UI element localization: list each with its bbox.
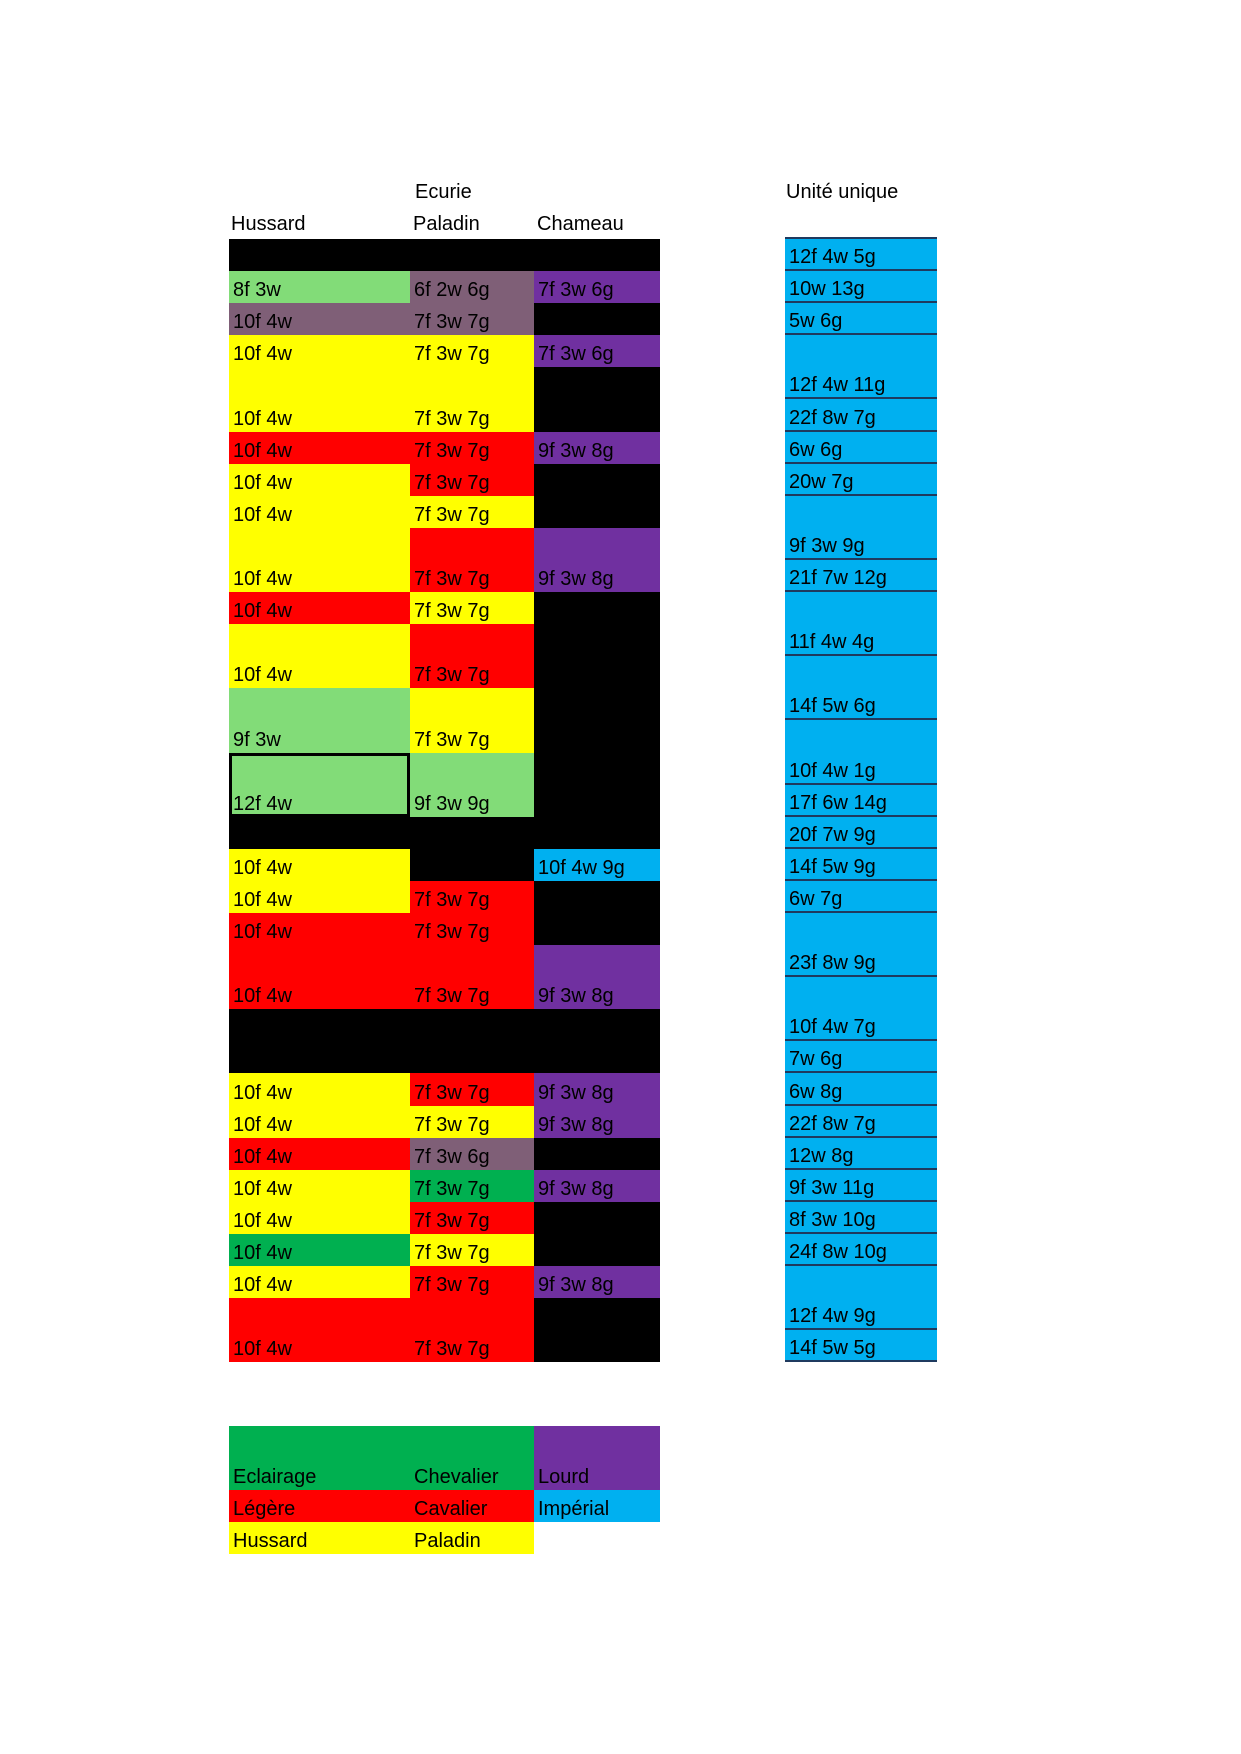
unique-unit-cell: 21f 7w 12g [785, 560, 937, 592]
ecurie-table [229, 239, 660, 1362]
cell-col1: 10f 4w [229, 496, 410, 528]
cell-col3: 10f 4w 9g [534, 849, 660, 881]
cell-col3 [534, 1009, 660, 1073]
cell-col1: 10f 4w [229, 592, 410, 624]
header-hussard: Hussard [231, 213, 306, 235]
cell-col2: Paladin [410, 1522, 534, 1554]
header-paladin: Paladin [413, 213, 480, 235]
table-row [229, 1009, 660, 1073]
table-row [229, 753, 660, 817]
table-row [229, 1106, 660, 1138]
table-row [229, 945, 660, 1009]
cell-col2: 7f 3w 7g [410, 432, 534, 464]
cell-col3 [534, 367, 660, 431]
cell-col2: 7f 3w 7g [410, 688, 534, 752]
table-row [229, 367, 660, 431]
cell-col2 [410, 1009, 534, 1073]
table-row [229, 1138, 660, 1170]
cell-col1: Légère [229, 1490, 410, 1522]
cell-col2: 7f 3w 7g [410, 1106, 534, 1138]
cell-col1: 10f 4w [229, 1234, 410, 1266]
table-row [229, 881, 660, 913]
cell-col2: 7f 3w 7g [410, 367, 534, 431]
cell-col3 [534, 817, 660, 849]
unique-unit-cell: 20w 7g [785, 464, 937, 496]
cell-col3 [534, 592, 660, 624]
cell-col1: 10f 4w [229, 624, 410, 688]
table-row [229, 1170, 660, 1202]
cell-col1: 10f 4w [229, 335, 410, 367]
legend-row [229, 1426, 660, 1490]
cell-col3 [534, 303, 660, 335]
unique-unit-cell: 7w 6g [785, 1041, 937, 1073]
unique-unit-cell: 8f 3w 10g [785, 1202, 937, 1234]
table-row [229, 849, 660, 881]
table-row [229, 464, 660, 496]
cell-col1: Eclairage [229, 1426, 410, 1490]
unique-unit-cell: 14f 5w 5g [785, 1330, 937, 1362]
cell-col1 [229, 1009, 410, 1073]
cell-col3: 9f 3w 8g [534, 432, 660, 464]
table-row [229, 1298, 660, 1362]
table-row [229, 688, 660, 752]
cell-col1: 10f 4w [229, 945, 410, 1009]
table-row [229, 1266, 660, 1298]
cell-col1: 12f 4w [229, 753, 410, 817]
unique-unit-cell: 24f 8w 10g [785, 1234, 937, 1266]
table-row [229, 1202, 660, 1234]
unique-unit-cell: 10f 4w 7g [785, 977, 937, 1041]
cell-col2: 6f 2w 6g [410, 271, 534, 303]
cell-col2 [410, 817, 534, 849]
cell-col2: 7f 3w 7g [410, 464, 534, 496]
table-row [229, 913, 660, 945]
table-row [229, 1073, 660, 1105]
cell-col2: 7f 3w 7g [410, 945, 534, 1009]
cell-col2: 7f 3w 7g [410, 881, 534, 913]
unique-unit-cell: 12f 4w 11g [785, 335, 937, 399]
cell-col3 [534, 1138, 660, 1170]
unique-unit-cell: 12f 4w 5g [785, 239, 937, 271]
cell-col1: 10f 4w [229, 432, 410, 464]
cell-col3 [534, 496, 660, 528]
unique-unit-cell: 6w 7g [785, 881, 937, 913]
cell-col3: 9f 3w 8g [534, 528, 660, 592]
cell-col2: 7f 3w 7g [410, 1073, 534, 1105]
cell-col1: 10f 4w [229, 1266, 410, 1298]
cell-col3 [534, 688, 660, 752]
cell-col2 [410, 849, 534, 881]
cell-col1: 10f 4w [229, 1073, 410, 1105]
unique-unit-cell: 10w 13g [785, 271, 937, 303]
unique-unit-cell: 9f 3w 9g [785, 496, 937, 560]
table-row [229, 271, 660, 303]
unique-unit-cell: 11f 4w 4g [785, 592, 937, 656]
cell-col2: 7f 3w 7g [410, 1234, 534, 1266]
cell-col3 [534, 624, 660, 688]
unique-unit-cell: 5w 6g [785, 303, 937, 335]
cell-col2: 7f 3w 7g [410, 592, 534, 624]
legend-row [229, 1522, 660, 1554]
cell-col1: Hussard [229, 1522, 410, 1554]
unique-unit-cell: 20f 7w 9g [785, 817, 937, 849]
cell-col3 [534, 1522, 660, 1554]
unique-unit-cell: 10f 4w 1g [785, 720, 937, 784]
header-unite-unique: Unité unique [786, 181, 899, 203]
unique-unit-cell: 14f 5w 6g [785, 656, 937, 720]
cell-col2: 7f 3w 7g [410, 1202, 534, 1234]
cell-col2 [410, 239, 534, 271]
unique-unit-cell: 12w 8g [785, 1138, 937, 1170]
cell-col2: Cavalier [410, 1490, 534, 1522]
cell-col3: 9f 3w 8g [534, 1073, 660, 1105]
cell-col2: 7f 3w 7g [410, 528, 534, 592]
cell-col2: 7f 3w 7g [410, 496, 534, 528]
cell-col3 [534, 1202, 660, 1234]
cell-col1: 10f 4w [229, 1106, 410, 1138]
unique-unit-cell: 12f 4w 9g [785, 1266, 937, 1330]
cell-col1: 10f 4w [229, 464, 410, 496]
cell-col1: 10f 4w [229, 1138, 410, 1170]
cell-col2: 7f 3w 7g [410, 1298, 534, 1362]
unique-unit-cell: 22f 8w 7g [785, 1106, 937, 1138]
unique-unit-cell: 22f 8w 7g [785, 399, 937, 431]
unique-unit-cell: 23f 8w 9g [785, 913, 937, 977]
cell-col3: 9f 3w 8g [534, 945, 660, 1009]
table-row [229, 528, 660, 592]
cell-col2: 7f 3w 7g [410, 913, 534, 945]
cell-col2: 7f 3w 7g [410, 335, 534, 367]
cell-col3: 7f 3w 6g [534, 271, 660, 303]
unique-unit-cell: 17f 6w 14g [785, 785, 937, 817]
cell-col2: 7f 3w 6g [410, 1138, 534, 1170]
color-legend [229, 1426, 660, 1554]
cell-col3 [534, 1234, 660, 1266]
unique-unit-cell: 6w 6g [785, 432, 937, 464]
cell-col1: 8f 3w [229, 271, 410, 303]
cell-col2: Chevalier [410, 1426, 534, 1490]
table-row [229, 592, 660, 624]
cell-col1: 10f 4w [229, 367, 410, 431]
table-row [229, 817, 660, 849]
cell-col1: 10f 4w [229, 1202, 410, 1234]
cell-col3 [534, 913, 660, 945]
header-chameau: Chameau [537, 213, 624, 235]
cell-col1: 10f 4w [229, 303, 410, 335]
cell-col3 [534, 881, 660, 913]
unique-unit-cell: 14f 5w 9g [785, 849, 937, 881]
table-row [229, 432, 660, 464]
cell-col3: Impérial [534, 1490, 660, 1522]
cell-col1: 10f 4w [229, 881, 410, 913]
unique-units-table [785, 239, 937, 1362]
cell-col3: Lourd [534, 1426, 660, 1490]
header-ecurie: Ecurie [415, 181, 472, 203]
cell-col1 [229, 239, 410, 271]
cell-col2: 7f 3w 7g [410, 624, 534, 688]
cell-col1: 10f 4w [229, 1170, 410, 1202]
cell-col3 [534, 239, 660, 271]
cell-col1: 9f 3w [229, 688, 410, 752]
unique-unit-cell: 6w 8g [785, 1073, 937, 1105]
cell-col1: 10f 4w [229, 528, 410, 592]
table-row [229, 239, 660, 271]
cell-col3 [534, 1298, 660, 1362]
cell-col2: 7f 3w 7g [410, 1266, 534, 1298]
table-row [229, 496, 660, 528]
cell-col3: 7f 3w 6g [534, 335, 660, 367]
cell-col1 [229, 817, 410, 849]
cell-col3: 9f 3w 8g [534, 1266, 660, 1298]
cell-col3: 9f 3w 8g [534, 1106, 660, 1138]
table-row [229, 624, 660, 688]
table-row [229, 1234, 660, 1266]
cell-col2: 7f 3w 7g [410, 1170, 534, 1202]
cell-col1: 10f 4w [229, 849, 410, 881]
unique-unit-cell: 9f 3w 11g [785, 1170, 937, 1202]
cell-col3: 9f 3w 8g [534, 1170, 660, 1202]
cell-col2: 9f 3w 9g [410, 753, 534, 817]
cell-col3 [534, 464, 660, 496]
cell-col1: 10f 4w [229, 1298, 410, 1362]
legend-row [229, 1490, 660, 1522]
cell-col3 [534, 753, 660, 817]
table-row [229, 303, 660, 335]
cell-col1: 10f 4w [229, 913, 410, 945]
table-row [229, 335, 660, 367]
cell-col2: 7f 3w 7g [410, 303, 534, 335]
